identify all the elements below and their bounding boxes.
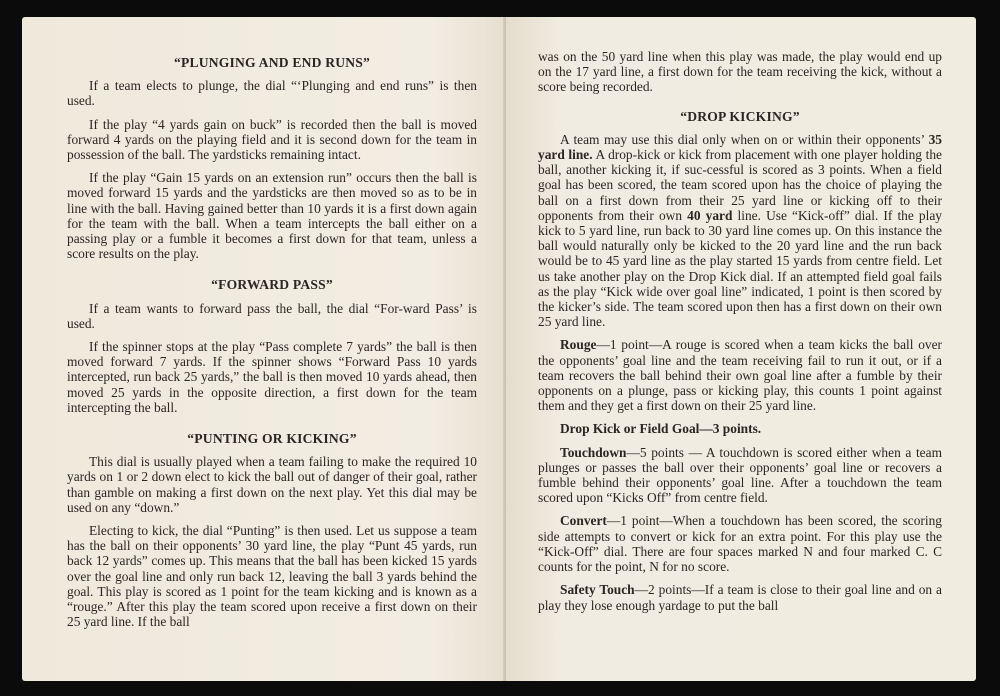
heading-drop-kicking: “DROP KICKING”: [680, 108, 800, 124]
heading-forward-pass: “FORWARD PASS”: [211, 277, 333, 293]
left-column: [67, 55, 477, 630]
paragraph-touchdown: Touchdown—5 points — A touchdown is scored either when a team plunges or passes the ball over their opponents’ goal line or recovers a fumble behind their opponents’ goal line. After a touchdown the team scored upon “Kicks Off” from centre field.: [538, 444, 942, 506]
paragraph: This dial is usually played when a team failing to make the required 10 yards on 1 or 2 down elect to kick the ball out of danger of their goal, rather than gamble on making a first down on the next play. Yet this dial may be used on any “down.”: [67, 454, 477, 515]
paragraph: Electing to kick, the dial “Punting” is then used. Let us suppose a team has the ball on their opponents’ 30 yard line, the play “Punt 45 yards, run back 12 yards” comes up. This means that the ball has been kicked 15 yards over the goal line and only run back 12, leaving the ball 3 yards behind the goal. This play is scored as 1 point for the team kicking and is known as a “rouge.” After this play the team scored upon receive a first down on their 25 yard line. If the ball: [67, 523, 477, 630]
paragraph: If the play “Gain 15 yards on an extension run” occurs then the ball is moved forward 15 yards and the yardsticks are then moved so as to be in line with the ball. Having gained better than 10 yards it is a first down again for the team with the ball. When a team intercepts the ball either on a passing play or a fumble it becomes a first down for that team, unless a score results on the play.: [67, 170, 477, 262]
paragraph: If a team wants to forward pass the ball, the dial “For-ward Pass’ is used.: [67, 300, 477, 331]
left-page: [22, 17, 506, 681]
right-page: [506, 17, 976, 681]
paragraph-convert: Convert—1 point—When a touchdown has been scored, the scoring side attempts to convert or kick for an extra point. For this play use the “Kick-Off” dial. There are four spaces marked N and four marked C. C counts for the point, N for no score.: [538, 513, 942, 575]
paragraph: was on the 50 yard line when this play was made, the play would end up on the 17 yard line, a first down for the team receiving the kick, without a score being recorded.: [538, 49, 942, 95]
paragraph-rouge: Rouge—1 point—A rouge is scored when a team kicks the ball over the opponents’ goal line and the team receiving fail to run it out, or if a team recovers the ball behind their own goal line after a fumble by their opponents on a plunge, pass or kicking play, this counts 1 point against them and they get a first down on their 25 yard line.: [538, 337, 942, 414]
right-column: [538, 49, 942, 613]
paragraph-safety-touch: Safety Touch—2 points—If a team is close to their goal line and on a play they lose enough yardage to put the ball: [538, 582, 942, 613]
heading-punting: “PUNTING OR KICKING”: [187, 431, 357, 447]
paragraph: If the spinner stops at the play “Pass complete 7 yards” the ball is then moved forward 7 yards. If the spinner shows “Forward Pass 10 yards intercepted, run back 25 yards,” the ball is then moved 10 yards ahead, then moved 25 yards in the opposite direction, a first down for the team intercepting the ball.: [67, 339, 477, 415]
paragraph-drop-kick: Drop Kick or Field Goal—3 points.: [560, 421, 762, 437]
heading-plunging: “PLUNGING AND END RUNS”: [173, 55, 371, 70]
paragraph: If a team elects to plunge, the dial “‘Plunging and end runs” is then used.: [67, 78, 477, 109]
paragraph: A team may use this dial only when on or within their opponents’ 35 yard line. A drop-kick or kick from placement with one player holding the ball, another kicking it, if suc-cessful is scored as 3 points. When a field goal has been scored, the team scored upon has the choice of playing the ball on a first down from their 25 yard line or kicking off to their opponents from their own 40 yard line. Use “Kick-off” dial. If the play kick to 5 yard line, run back to 30 yard line comes up. On this instance the ball would naturally only be kicked to the 20 yard line and the run back would be to 45 yard line as the play started 15 yards from centre field. Let us take another play on the Drop Kick dial. If an attempted field goal fails as the play “Kick wide over goal line” indicated, 1 point is then scored by the kicker’s side. The team scored upon then has a first down on their own 25 yard line.: [538, 131, 942, 330]
paragraph: If the play “4 yards gain on buck” is recorded then the ball is moved forward 4 yards on the playing field and it is second down for the team in possession of the ball. The yardsticks remaining intact.: [67, 116, 477, 163]
